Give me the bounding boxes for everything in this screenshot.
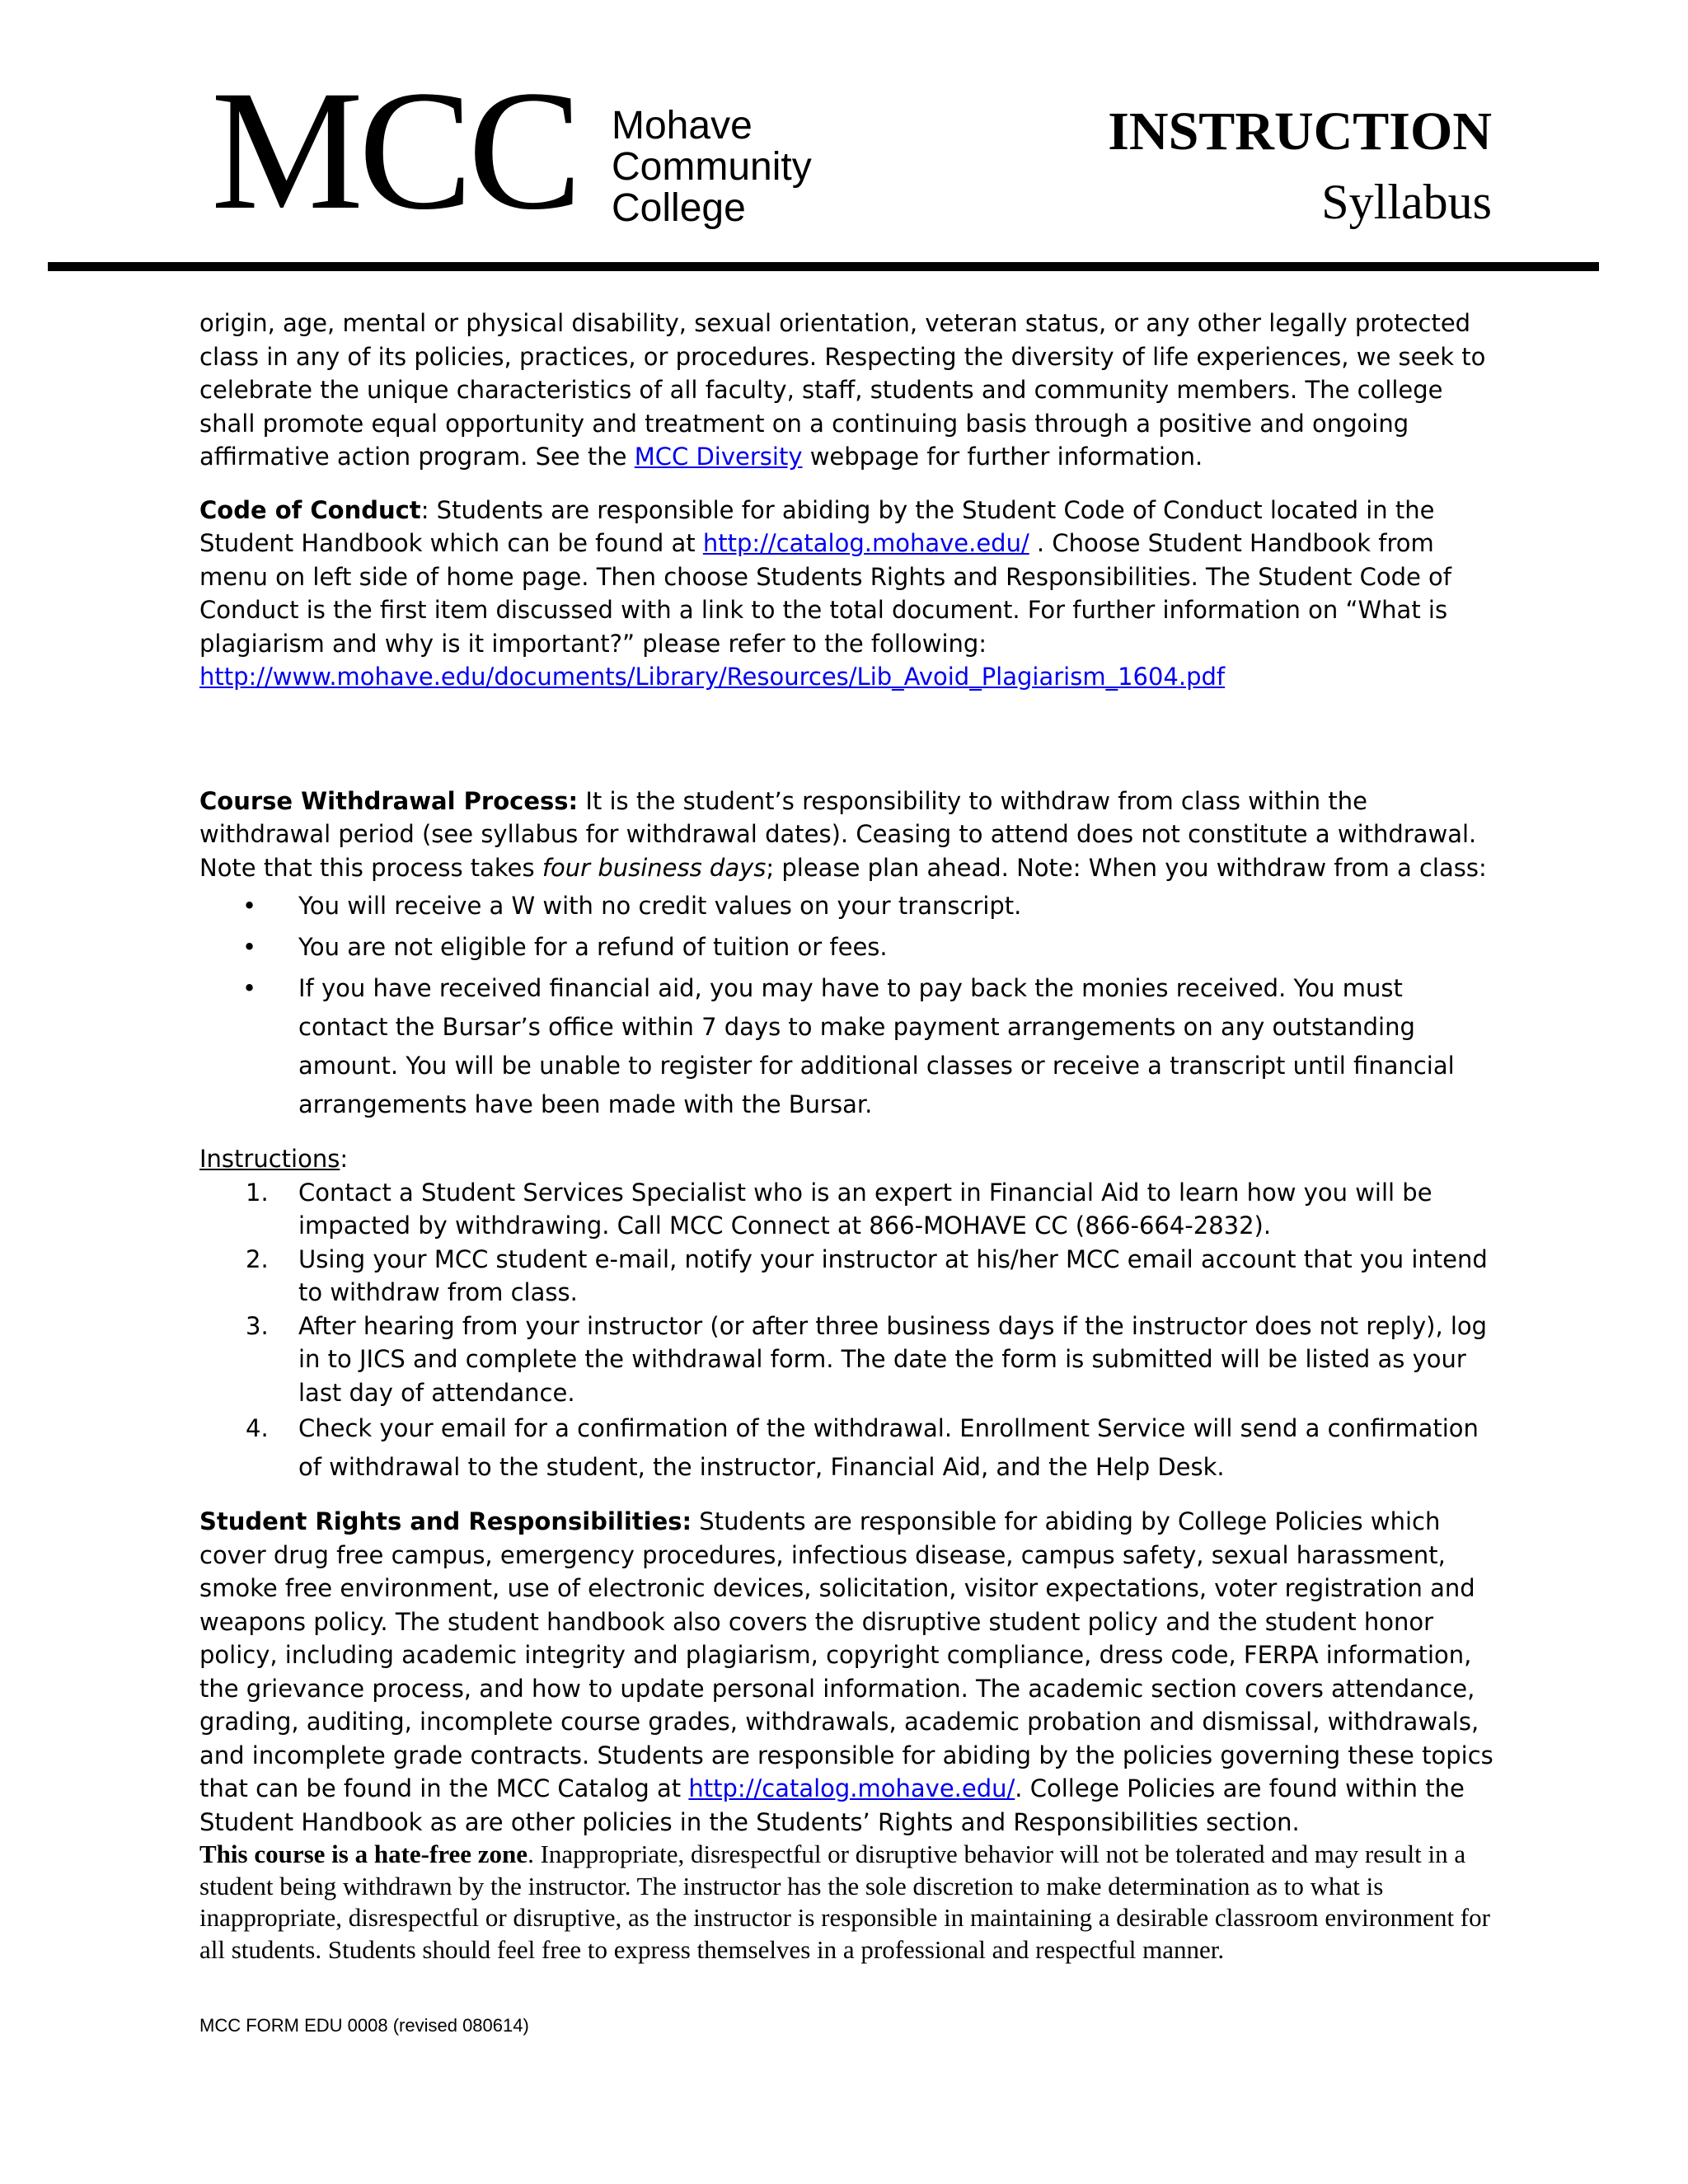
list-item: 3. After hearing from your instructor (or after three business days if the instructor does not reply), log in to JICS and complete the withdrawal form. The date the form is submitted will be listed as your last day of attendance. xyxy=(246,1311,1488,1407)
logo-college-name xyxy=(612,105,812,229)
page-header xyxy=(0,0,1688,276)
withdrawal-paragraph: Course Withdrawal Process: It is the student’s responsibility to withdraw from class within the withdrawal period (see syllabus for withdrawal dates). Ceasing to attend does not constitute a withdrawal. Note that this process takes four business days; please plan ahead. Note: When you withdraw from a class: xyxy=(199,786,1487,882)
withdrawal-heading: Course Withdrawal Process: xyxy=(199,786,579,815)
logo-mark: MCC xyxy=(211,55,578,245)
instructions-label: Instructions: xyxy=(199,1145,349,1173)
form-footer: MCC FORM EDU 0008 (revised 080614) xyxy=(199,2015,529,2036)
bullet-icon: • xyxy=(242,933,257,961)
list-item: 1. Contact a Student Services Specialist who is an expert in Financial Aid to learn how you will be impacted by withdrawing. Call MCC Connect at 866-MOHAVE CC (866-664-2832). xyxy=(246,1178,1432,1240)
list-item: • If you have received financial aid, you may have to pay back the monies received. You must contact the Bursar’s office within 7 days to make payment arrangements on any outstanding amount. You will be unable to register for additional classes or receive a transcript until financial arrangements have been made with the Bursar. xyxy=(199,969,1493,1124)
syllabus-body xyxy=(199,307,1493,1966)
list-item: • You will receive a W with no credit values on your transcript. xyxy=(199,887,1493,926)
plagiarism-link[interactable]: http://www.mohave.edu/documents/Library/Resources/Lib_Avoid_Plagiarism_1604.pdf xyxy=(199,663,1226,691)
hate-free-paragraph: This course is a hate-free zone. Inappropriate, disrespectful or disruptive behavior will not be tolerated and may result in a student being withdrawn by the instructor. The instructor has the sole discretion to make determination as to what is inappropriate, disrespectful or disruptive, as the instructor is responsible in maintaining a desirable classroom environment for all students. Students should feel free to express themselves in a professional and respectful manner. xyxy=(199,1840,1490,1964)
student-rights-heading: Student Rights and Responsibilities: xyxy=(199,1507,692,1535)
code-of-conduct-paragraph: Code of Conduct: Students are responsible for abiding by the Student Code of Conduct located in the Student Handbook which can be found at http://catalog.mohave.edu/ . Choose Student Handbook from menu on left side of home page. Then choose Students Rights and Responsibilities. The Student Code of Conduct is the first item discussed with a link to the total document. For further information on “What is plagiarism and why is it important?” please refer to the following: http://www.mohave.edu/documents/Library/Resources/Lib_Avoid_Plagiarism_1604.pdf xyxy=(199,495,1452,691)
bullet-icon: • xyxy=(242,974,257,1002)
page-subtitle: Syllabus xyxy=(1321,175,1492,229)
catalog-link-2[interactable]: http://catalog.mohave.edu/ xyxy=(688,1774,1015,1802)
spacer xyxy=(199,694,1493,785)
logo-line-1: Mohave xyxy=(612,104,753,148)
page-title: INSTRUCTION xyxy=(1108,101,1492,162)
list-item: 4. Check your email for a confirmation of the withdrawal. Enrollment Service will send a confirmation of withdrawal to the student, the instructor, Financial Aid, and the Help Desk. xyxy=(246,1414,1479,1481)
list-item: 2. Using your MCC student e-mail, notify your instructor at his/her MCC email account that you intend to withdraw from class. xyxy=(246,1244,1488,1306)
mcc-diversity-link[interactable]: MCC Diversity xyxy=(634,443,803,471)
diversity-paragraph: origin, age, mental or physical disability, sexual orientation, veteran status, or any other legally protected class in any of its policies, practices, or procedures. Respecting the diversity of life experiences, we seek to celebrate the unique characteristics of all faculty, staff, students and community members. The college shall promote equal opportunity and treatment on a continuing basis through a positive and ongoing affirmative action program. See the MCC Diversity webpage for further information. xyxy=(199,309,1486,471)
header-divider xyxy=(48,262,1599,271)
code-of-conduct-heading: Code of Conduct xyxy=(199,495,421,524)
withdrawal-bullet-list xyxy=(199,887,1493,1124)
logo-line-2: Community xyxy=(612,145,812,189)
instructions-list xyxy=(199,1176,1493,1488)
bullet-icon: • xyxy=(242,892,257,920)
student-rights-paragraph: Student Rights and Responsibilities: Students are responsible for abiding by College Policies which cover drug free campus, emergency procedures, infectious disease, campus safety, sexual harassment, smoke free environment, use of electronic devices, solicitation, visitor expectations, voter registration and weapons policy. The student handbook also covers the disruptive student policy and the student honor policy, including academic integrity and plagiarism, copyright compliance, dress code, FERPA information, the grievance process, and how to update personal information. The academic section covers attendance, grading, auditing, incomplete course grades, withdrawals, academic probation and dismissal, withdrawals, and incomplete grade contracts. Students are responsible for abiding by the policies governing these topics that can be found in the MCC Catalog at http://catalog.mohave.edu/. College Policies are found within the Student Handbook as are other policies in the Students’ Rights and Responsibilities section. xyxy=(199,1507,1493,1836)
logo-line-3: College xyxy=(612,186,746,230)
hate-free-heading: This course is a hate-free zone xyxy=(199,1840,528,1868)
list-item: • You are not eligible for a refund of tuition or fees. xyxy=(199,928,1493,967)
catalog-link[interactable]: http://catalog.mohave.edu/ xyxy=(702,529,1029,557)
